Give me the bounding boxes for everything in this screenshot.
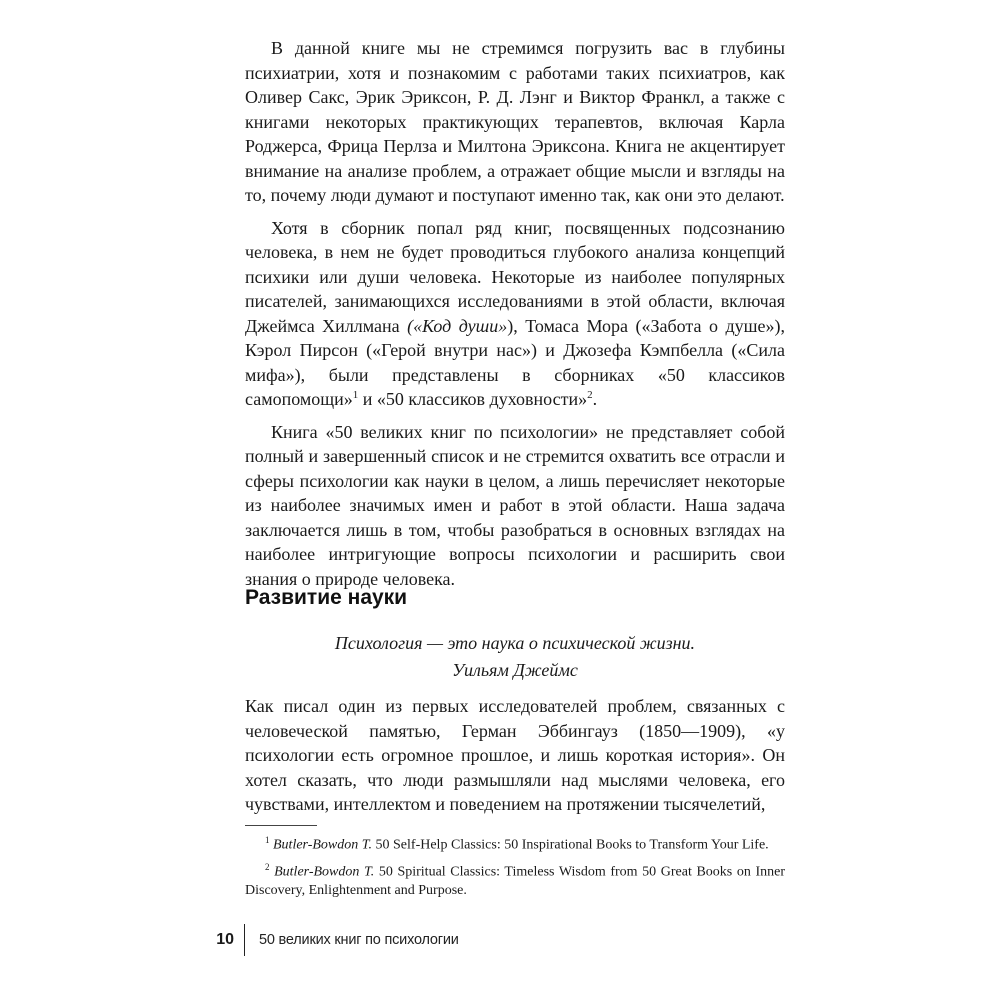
paragraph-1: В данной книге мы не стремимся погрузить вас в глубины психиатрии, хотя и познакомим с работами таких психиатров, как Оливер Сакс, Эрик Эриксон, Р. Д. Лэнг и Виктор Франкл, а также с книгами некоторых практикующих терапевтов, включая Карла Роджерса, Фрица Перлза и Милтона Эриксона. Книга не акцентирует внимание на анализе проблем, а отражает общие мысли и взгляды на то, почему люди думают и поступают именно так, как они это делают. <box>245 38 785 205</box>
paragraph-2-text-a: Хотя в сборник попал ряд книг, посвященных подсознанию человека, в нем не будет проводиться глубокого анализа концепций психики или души человека. Некоторые из наиболее популярных писателей, занимающихся исследованиями в этой области, включая Джеймса Хиллмана <box>245 217 785 336</box>
footnote-text: 50 Spiritual Classics: Timeless Wisdom from 50 Great Books on Inner Discovery, Enlightenment and Purpose. <box>245 864 785 899</box>
page-number: 10 <box>216 931 234 948</box>
book-title-kod-dushi: («Код души» <box>407 315 508 336</box>
footnote-1 <box>245 831 785 855</box>
footnote-number: 2 <box>265 861 270 872</box>
footer-divider <box>244 924 245 956</box>
footnote-author: Butler-Bowdon T. <box>273 837 373 853</box>
main-text <box>245 36 785 599</box>
footnote-number: 1 <box>265 835 270 845</box>
running-title: 50 великих книг по психологии <box>259 932 459 948</box>
section-paragraph-1: Как писал один из первых исследователей проблем, связанных с человеческой памятью, Герман Эббингауз (1850—1909), «у психологии есть огромное прошлое, и лишь короткая история». Он хотел сказать, что люди размышляли над мыслями человека, его чувствами, интеллектом и поведением на протяжении тысячелетий, <box>245 696 785 814</box>
paragraph-2-text-d: . <box>592 389 598 409</box>
page-footer <box>200 924 459 956</box>
footnote-ref-2[interactable]: 2 <box>587 389 593 401</box>
section-heading: Развитие науки <box>245 586 408 609</box>
epigraph-author: Уильям Джеймс <box>452 660 578 680</box>
footnote-ref-1[interactable]: 1 <box>352 389 359 401</box>
epigraph-quote: Психология — это наука о психической жизни. <box>334 633 696 653</box>
footnote-text: 50 Self-Help Classics: 50 Inspirational Books to Transform Your Life. <box>372 837 769 853</box>
section-body <box>245 694 785 825</box>
footnote-author: Butler-Bowdon T. <box>274 864 375 880</box>
paragraph-3: Книга «50 великих книг по психологии» не представляет собой полный и завершенный список и не стремится охватить все отрасли и сферы психологии как науки в целом, а лишь перечисляет некоторые из наиболее значимых имен и работ в этой области. Наша задача заключается лишь в том, чтобы разобраться в основных взглядах на наиболее интригующие вопросы психологии и расширить свои знания о природе человека. <box>245 421 785 589</box>
footnote-2 <box>245 858 785 901</box>
paragraph-2-text-c: и «50 классиков духовности» <box>358 389 588 409</box>
paragraph-2-text-b: ), Томаса Мора («Забота о душе»), Кэрол Пирсон («Герой внутри нас») и Джозефа Кэмпбелла («Сила мифа»), были представлены в сборниках «50 классиков самопомощи» <box>245 315 785 409</box>
paragraph-2 <box>245 216 785 412</box>
footnote-divider <box>245 825 317 826</box>
footnotes <box>245 831 785 903</box>
epigraph <box>245 630 785 684</box>
